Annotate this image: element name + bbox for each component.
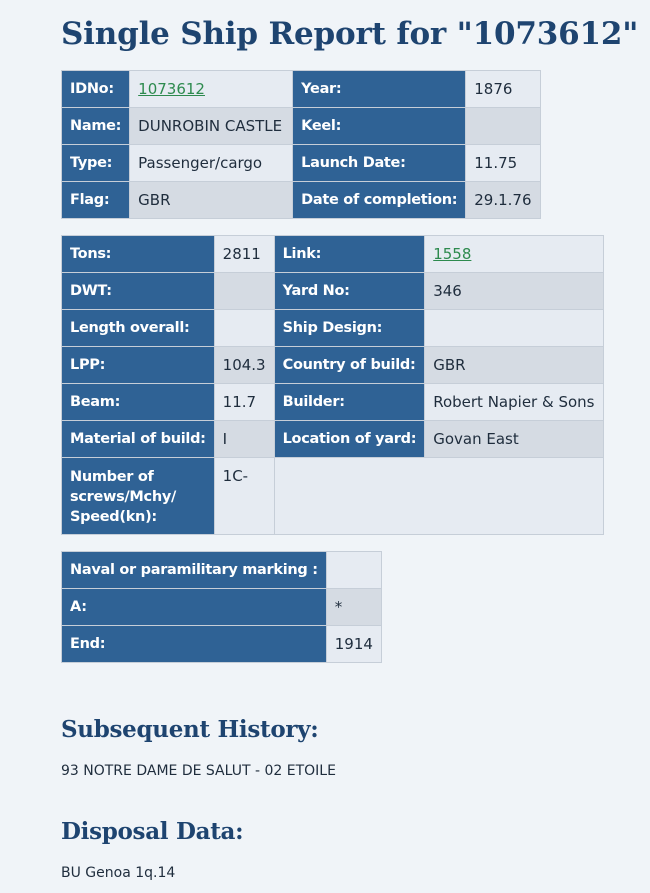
a-label: A: <box>62 589 327 626</box>
type-label: Type: <box>62 145 130 182</box>
table-row <box>62 182 541 219</box>
subsequent-history-heading: Subsequent History: <box>61 716 319 743</box>
completion-value: 29.1.76 <box>466 182 540 219</box>
lpp-value: 104.3 <box>214 347 274 384</box>
length-overall-label: Length overall: <box>62 310 215 347</box>
table-row <box>62 273 604 310</box>
link-value-link[interactable]: 1558 <box>433 245 472 263</box>
screws-speed-value: 1C- <box>214 458 274 535</box>
link-label: Link: <box>274 236 425 273</box>
idno-link[interactable]: 1073612 <box>138 80 205 98</box>
year-value: 1876 <box>466 71 540 108</box>
keel-value <box>466 108 540 145</box>
name-value: DUNROBIN CASTLE <box>130 108 293 145</box>
completion-label: Date of completion: <box>293 182 466 219</box>
empty-cell <box>274 458 604 535</box>
ship-design-label: Ship Design: <box>274 310 425 347</box>
ship-dimensions-table <box>61 235 604 535</box>
table-row <box>62 108 541 145</box>
tons-label: Tons: <box>62 236 215 273</box>
table-row <box>62 347 604 384</box>
builder-label: Builder: <box>274 384 425 421</box>
page-title: Single Ship Report for "1073612" <box>61 16 639 52</box>
table-row <box>62 236 604 273</box>
beam-value: 11.7 <box>214 384 274 421</box>
dwt-value <box>214 273 274 310</box>
lpp-label: LPP: <box>62 347 215 384</box>
table-row <box>62 71 541 108</box>
disposal-data-text: BU Genoa 1q.14 <box>61 865 176 881</box>
naval-marking-value <box>326 552 381 589</box>
idno-value <box>130 71 293 108</box>
material-value: I <box>214 421 274 458</box>
yard-no-label: Yard No: <box>274 273 425 310</box>
screws-speed-label: Number of screws/Mchy/ Speed(kn): <box>62 458 215 535</box>
idno-label: IDNo: <box>62 71 130 108</box>
dwt-label: DWT: <box>62 273 215 310</box>
link-value <box>425 236 604 273</box>
type-value: Passenger/cargo <box>130 145 293 182</box>
builder-value: Robert Napier & Sons <box>425 384 604 421</box>
location-of-yard-label: Location of yard: <box>274 421 425 458</box>
ship-design-value <box>425 310 604 347</box>
name-label: Name: <box>62 108 130 145</box>
length-overall-value <box>214 310 274 347</box>
table-row <box>62 589 382 626</box>
table-row <box>62 310 604 347</box>
table-row <box>62 384 604 421</box>
material-label: Material of build: <box>62 421 215 458</box>
yard-no-value: 346 <box>425 273 604 310</box>
disposal-data-heading: Disposal Data: <box>61 818 244 845</box>
end-label: End: <box>62 626 327 663</box>
a-value: * <box>326 589 381 626</box>
tons-value: 2811 <box>214 236 274 273</box>
country-of-build-label: Country of build: <box>274 347 425 384</box>
country-of-build-value: GBR <box>425 347 604 384</box>
flag-value: GBR <box>130 182 293 219</box>
table-row <box>62 145 541 182</box>
table-row <box>62 458 604 535</box>
table-row <box>62 421 604 458</box>
beam-label: Beam: <box>62 384 215 421</box>
year-label: Year: <box>293 71 466 108</box>
ship-identity-table <box>61 70 541 219</box>
keel-label: Keel: <box>293 108 466 145</box>
location-of-yard-value: Govan East <box>425 421 604 458</box>
naval-marking-label: Naval or paramilitary marking : <box>62 552 327 589</box>
end-value: 1914 <box>326 626 381 663</box>
launch-date-label: Launch Date: <box>293 145 466 182</box>
table-row <box>62 552 382 589</box>
flag-label: Flag: <box>62 182 130 219</box>
subsequent-history-text: 93 NOTRE DAME DE SALUT - 02 ETOILE <box>61 763 336 779</box>
launch-date-value: 11.75 <box>466 145 540 182</box>
naval-marking-table <box>61 551 382 663</box>
table-row <box>62 626 382 663</box>
